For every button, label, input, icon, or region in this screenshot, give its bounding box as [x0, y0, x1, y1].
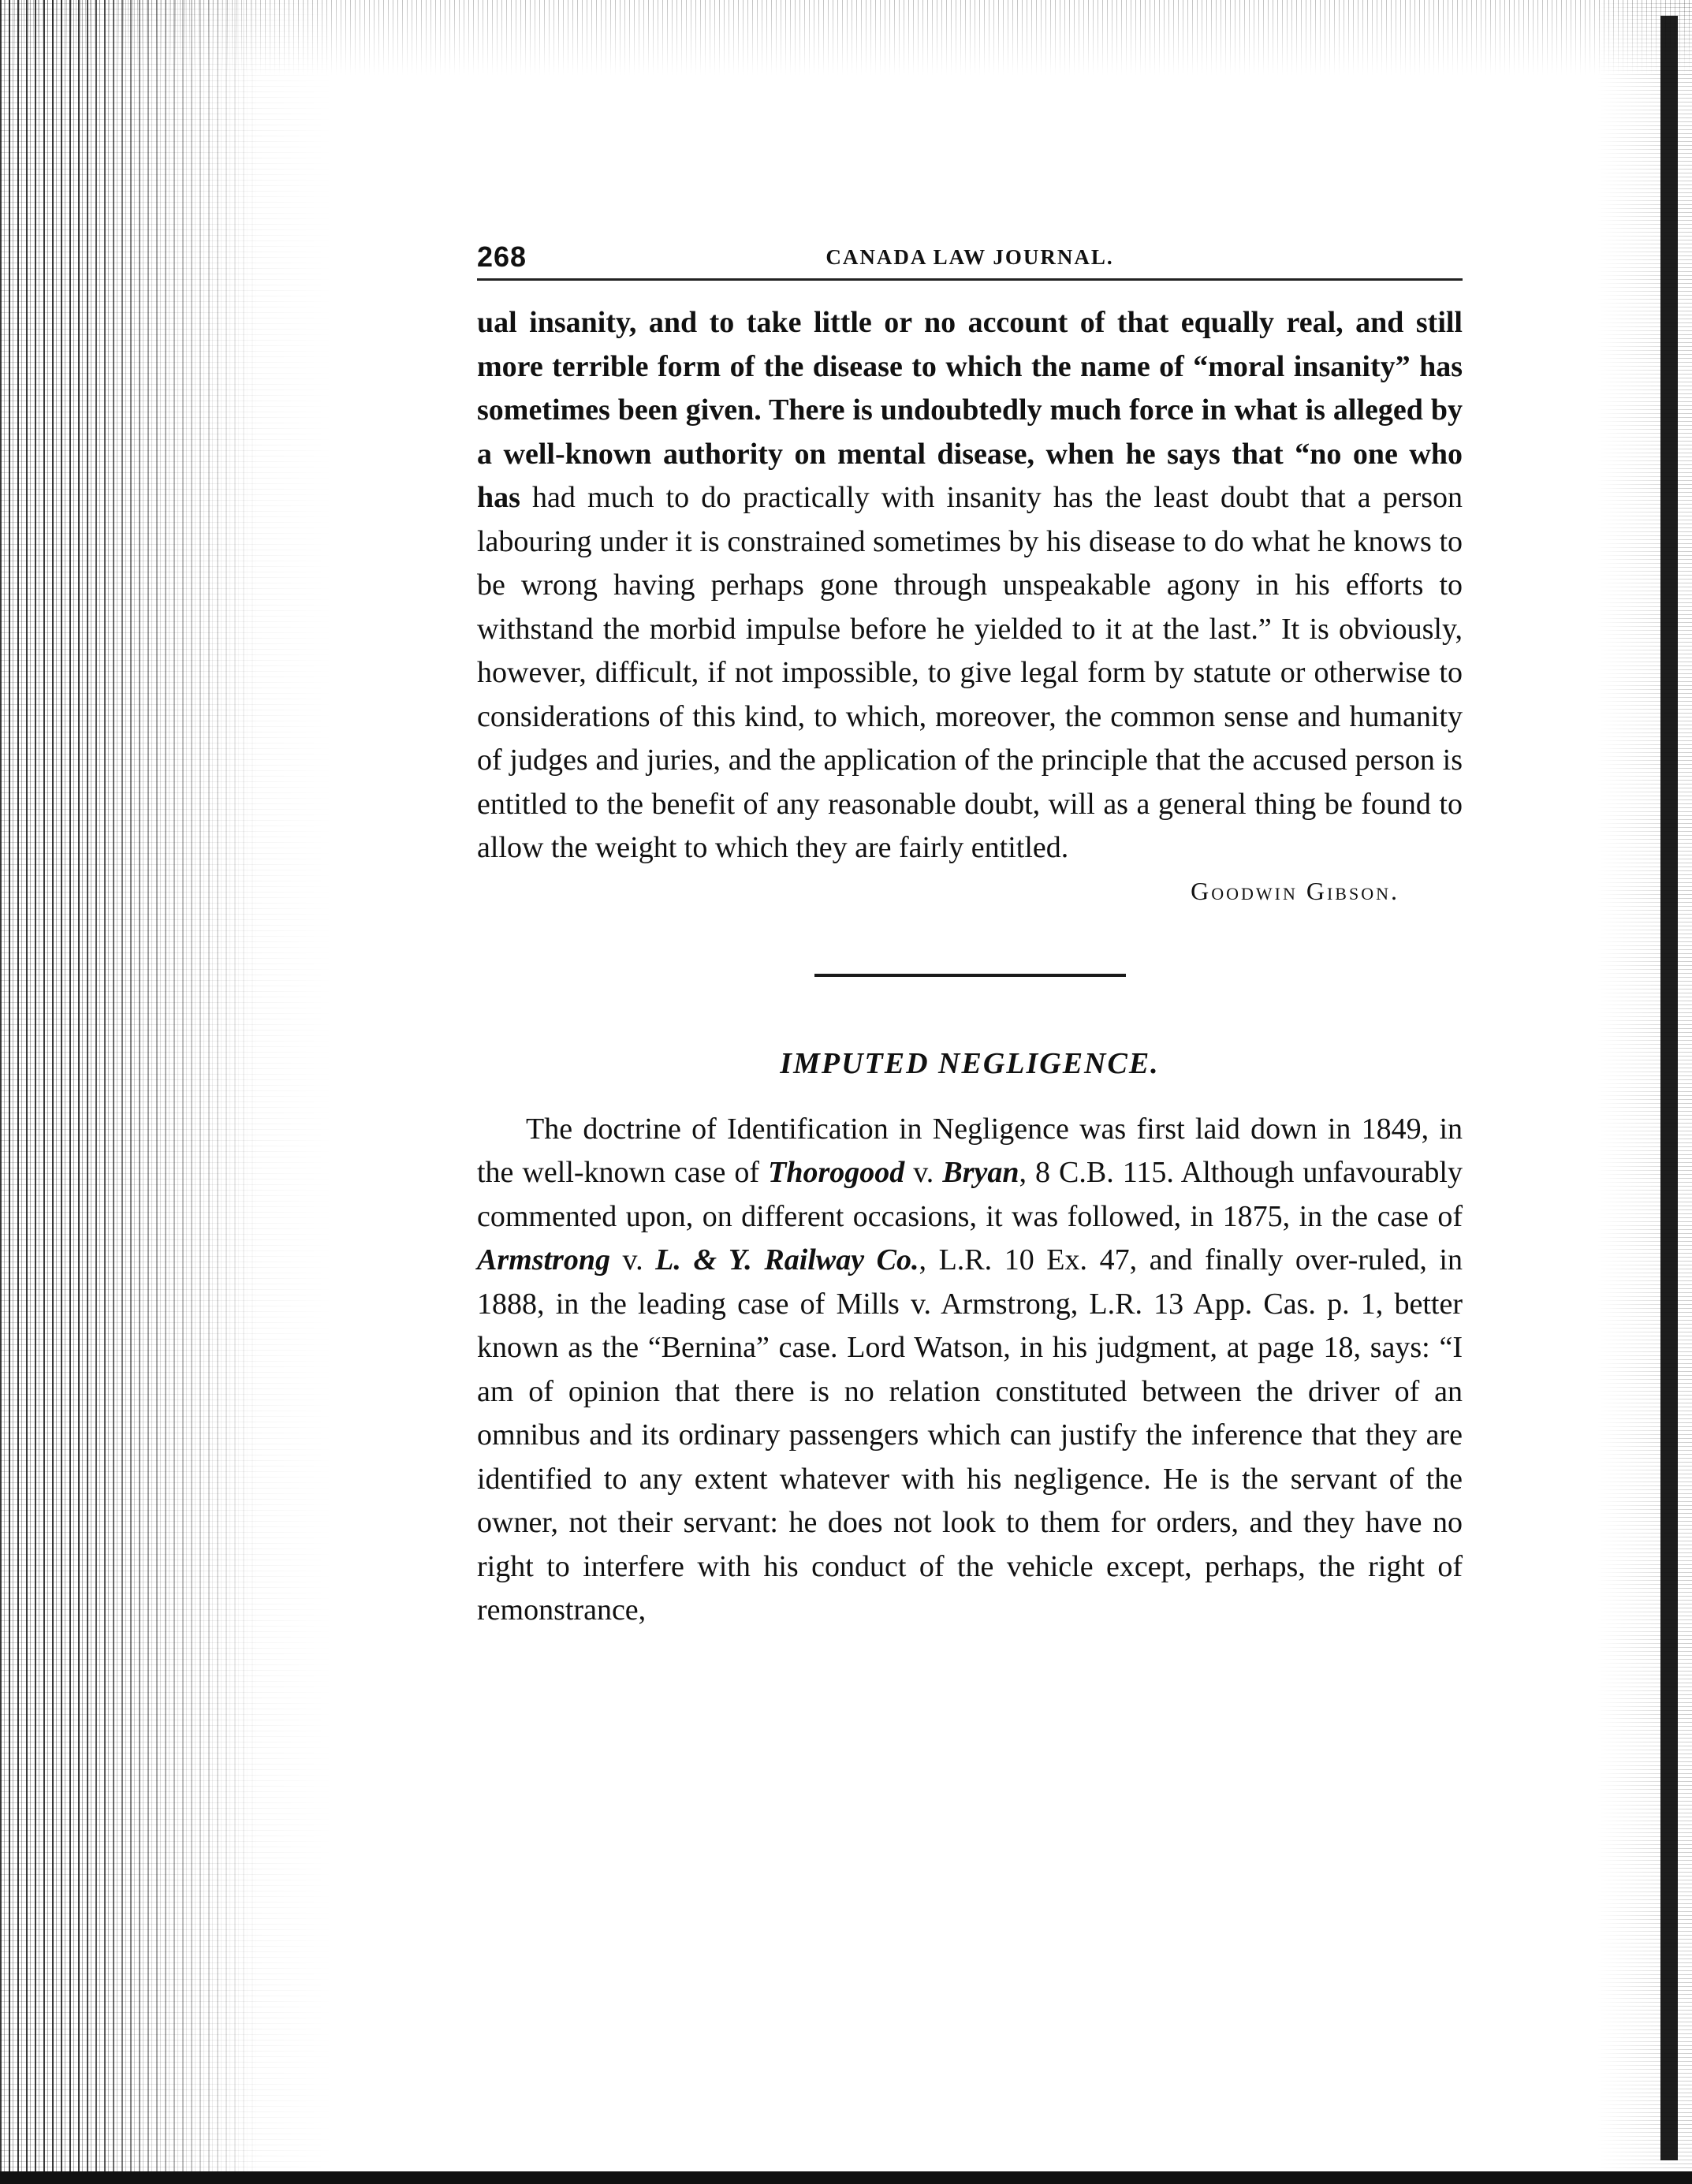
article-title: IMPUTED NEGLIGENCE. [780, 1046, 1160, 1080]
case-name: Thorogood [768, 1156, 905, 1189]
paragraph-bold-portion: ual insanity, and to take little or no account of that equally real, and still more terrible form of the disease to which the name of “moral insanity” has sometimes been given. There is undoubtedly much force in what is alleged by a well-known authority on mental disease, when he says that “no one who has [477, 306, 1463, 514]
paragraph-regular-portion: had much to do practically with insanity has the least doubt that a person labouring under it is constrained sometimes by his disease to do what he knows to be wrong having perhaps gone through unspeakable agony in his efforts to withstand the morbid impulse before he yielded to it at the last.” It is obviously, however, difficult, if not impossible, to give legal form by statute or otherwise to considerations of this kind, to which, moreover, the common sense and humanity of judges and juries, and the application of the principle that the accused person is entitled to the benefit of any reasonable doubt, will as a general thing be found to allow the weight to which they are fairly entitled. [477, 481, 1463, 864]
case-name: Armstrong [477, 1243, 610, 1276]
journal-title: CANADA LAW JOURNAL. [826, 245, 1114, 269]
scan-right-edge [1597, 0, 1692, 2184]
page-number: 268 [477, 240, 527, 273]
case-name: Bryan [942, 1156, 1019, 1189]
continued-paragraph [477, 301, 1463, 870]
text-segment: v. [904, 1156, 943, 1189]
journal-page [477, 240, 1463, 1633]
text-segment: v. [609, 1243, 656, 1276]
text-segment: , 8 C.B. 115. Although unfavourably commented upon, on different occasions, it was followed, in 1875, in the case of [477, 1156, 1463, 1233]
scan-top-edge [0, 0, 1692, 75]
scan-spine-speckle [0, 0, 331, 2184]
scan-bottom-edge [0, 2171, 1692, 2184]
author-signature: Goodwin Gibson. [1191, 876, 1399, 905]
scan-right-border [1660, 16, 1678, 2160]
running-head [477, 240, 1463, 281]
case-name: L. & Y. Railway Co. [655, 1243, 919, 1276]
text-segment: The doctrine of Identification in Negligence was first laid down in 1849, in the well-known case of [477, 1112, 1463, 1189]
section-divider [814, 974, 1126, 977]
article-paragraph [477, 1108, 1463, 1633]
text-segment: , L.R. 10 Ex. 47, and finally over-ruled, in 1888, in the leading case of Mills v. Armstrong, L.R. 13 App. Cas. p. 1, better known as the “Bernina” case. Lord Watson, in his judgment, at page 18, says: “I am of opinion that there is no relation constituted between the driver of an omnibus and its ordinary passengers which can justify the inference that they are identified to any extent whatever with his negligence. He is the servant of the owner, not their servant: he does not look to them for orders, and they have no right to interfere with his conduct of the vehicle except, perhaps, the right of remonstrance, [477, 1243, 1463, 1627]
